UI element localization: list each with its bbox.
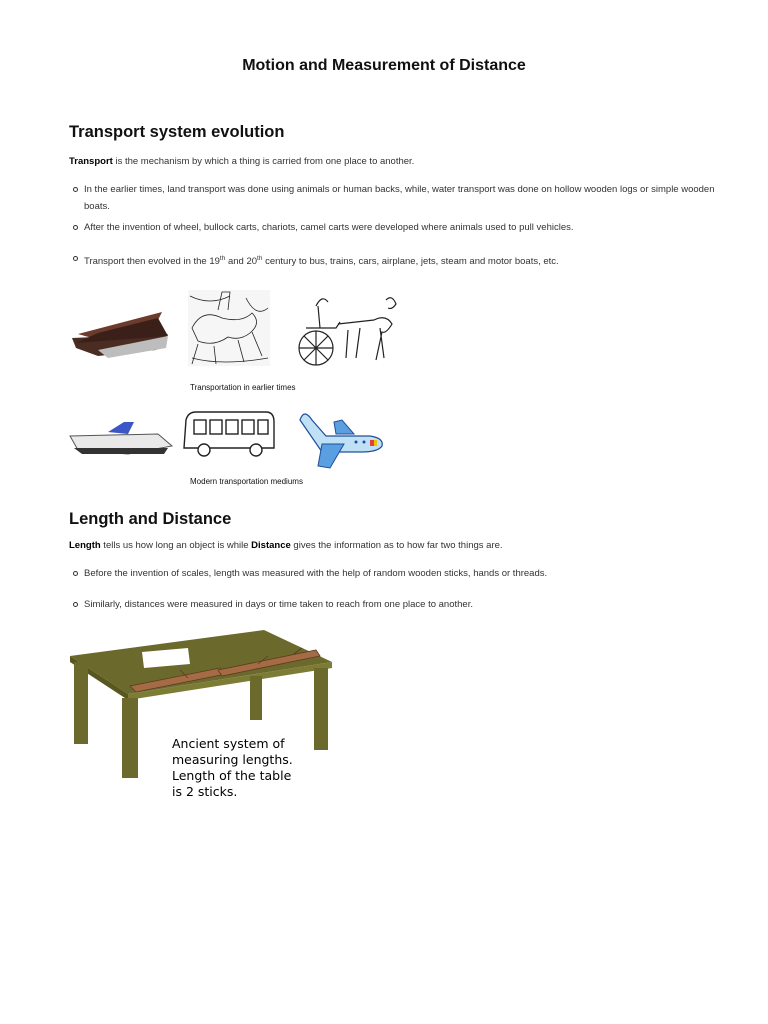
bus-icon: [184, 412, 274, 456]
distance-term: Distance: [251, 540, 291, 551]
distance-definition: gives the information as to how far two things are.: [290, 540, 503, 551]
length-term: Length: [69, 540, 101, 551]
wooden-boat-icon: [72, 312, 168, 358]
transport-intro: [69, 153, 414, 170]
page-title: Motion and Measurement of Distance: [242, 57, 526, 74]
table-caption-line: Ancient system of: [172, 736, 285, 751]
early-transport-image: [68, 288, 404, 398]
transport-bullet-evolution: [84, 250, 724, 270]
caption-modern-transport: Modern transportation mediums: [190, 477, 303, 486]
list-item: Before the invention of scales, length was measured with the help of random wooden sticks, hands or threads.: [84, 565, 724, 582]
list-item: After the invention of wheel, bullock carts, chariots, camel carts were developed where animals used to pull vehicles.: [84, 219, 724, 236]
list-item: Similarly, distances were measured in days or time taken to reach from one place to another.: [84, 596, 724, 613]
modern-transport-image: [68, 406, 388, 476]
transport-term: Transport: [69, 156, 113, 167]
list-item: Transport then evolved in the 19th and 20th century to bus, trains, cars, airplane, jets, steam and motor boats, etc.: [84, 250, 724, 270]
airplane-icon: [300, 414, 382, 468]
table-caption-line: Length of the table: [172, 768, 292, 783]
length-definition: tells us how long an object is while: [100, 540, 252, 551]
length-intro: [69, 537, 503, 554]
table-caption-line: measuring lengths.: [172, 752, 293, 767]
horse-rider-icon: [188, 290, 270, 366]
list-item: In the earlier times, land transport was done using animals or human backs, while, water transport was done on hollow wooden logs or simple wooden boats.: [84, 181, 724, 215]
transport-definition: is the mechanism by which a thing is carried from one place to another.: [112, 156, 415, 167]
transport-heading: Transport system evolution: [69, 123, 285, 141]
speed-boat-icon: [70, 422, 172, 454]
length-heading: Length and Distance: [69, 510, 232, 528]
length-bullets: [84, 565, 724, 613]
table-caption-line: is 2 sticks.: [172, 784, 238, 799]
caption-early-transport: Transportation in earlier times: [190, 383, 296, 392]
chariot-icon: [299, 298, 396, 365]
table-measurement-image: [68, 628, 338, 804]
transport-bullets: [84, 181, 724, 236]
